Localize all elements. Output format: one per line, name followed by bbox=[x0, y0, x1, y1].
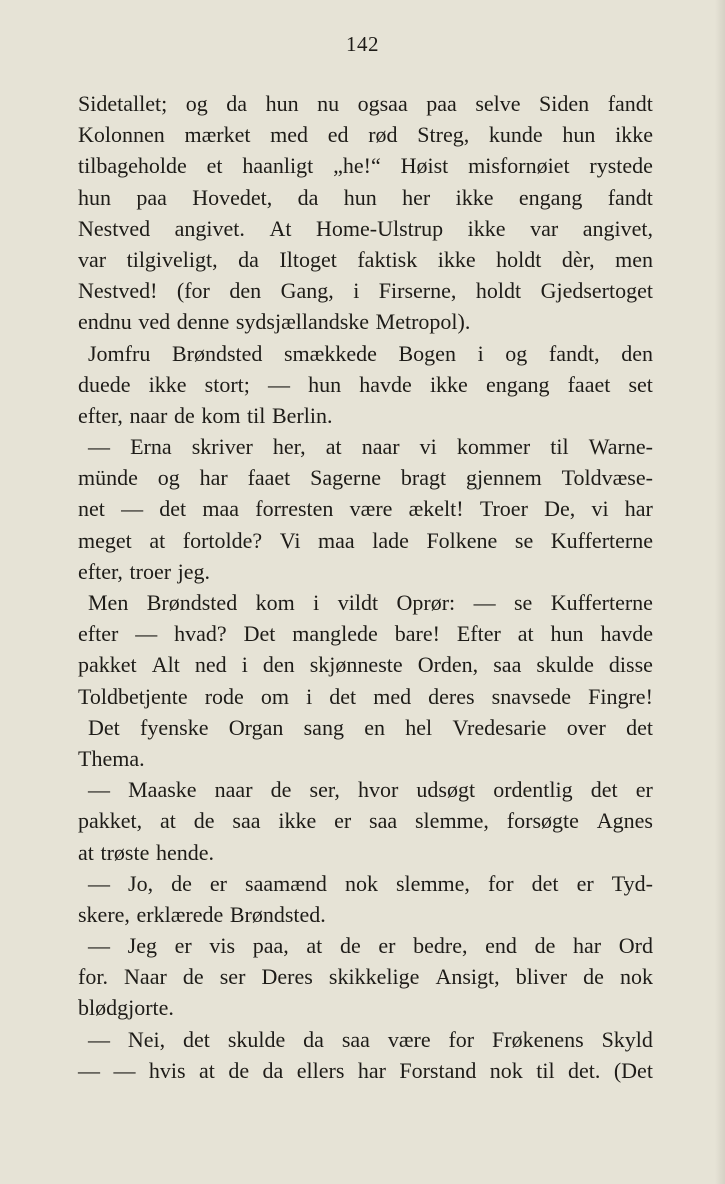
text-line: Nestved angivet. At Home-Ulstrup ikke var angivet, bbox=[78, 215, 653, 241]
text-line: efter, naar de kom til Berlin. bbox=[78, 402, 333, 428]
text-line: duede ikke stort; — hun havde ikke engang faaet set bbox=[78, 371, 653, 397]
text-line: efter — hvad? Det manglede bare! Efter at hun havde bbox=[78, 621, 653, 647]
text-line: Thema. bbox=[78, 745, 145, 771]
text-line: münde og har faaet Sagerne bragt gjennem Toldvæse- bbox=[78, 465, 653, 491]
text-line: for. Naar de ser Deres skikkelige Ansigt, bliver de nok bbox=[78, 964, 653, 990]
text-line: var tilgiveligt, da Iltoget faktisk ikke holdt dèr, men bbox=[78, 246, 653, 272]
text-line: tilbageholde et haanligt „he!“ Høist misfornøiet rystede bbox=[78, 153, 653, 179]
text-line: pakket, at de saa ikke er saa slemme, forsøgte Agnes bbox=[78, 808, 653, 834]
text-line: — — hvis at de da ellers har Forstand nok til det. (Det bbox=[78, 1057, 653, 1083]
text-line: Kolonnen mærket med ed rød Streg, kunde hun ikke bbox=[78, 122, 653, 148]
text-line: hun paa Hovedet, da hun her ikke engang fandt bbox=[78, 184, 653, 210]
text-line: — Nei, det skulde da saa være for Frøkenens Skyld bbox=[88, 1026, 653, 1052]
text-line: — Erna skriver her, at naar vi kommer til Warne- bbox=[88, 434, 653, 460]
text-line: meget at fortolde? Vi maa lade Folkene se Kufferterne bbox=[78, 527, 653, 553]
page-edge-shadow bbox=[715, 0, 725, 1184]
text-line: at trøste hende. bbox=[78, 839, 214, 865]
text-line: Nestved! (for den Gang, i Firserne, holdt Gjedsertoget bbox=[78, 278, 653, 304]
text-line: Men Brøndsted kom i vildt Oprør: — se Kufferterne bbox=[88, 590, 653, 615]
text-line: — Jo, de er saamænd nok slemme, for det er Tyd- bbox=[88, 870, 653, 896]
text-line: pakket Alt ned i den skjønneste Orden, saa skulde disse bbox=[78, 652, 653, 678]
text-line: efter, troer jeg. bbox=[78, 558, 211, 584]
body-text bbox=[78, 88, 653, 1086]
text-line: — Jeg er vis paa, at de er bedre, end de har Ord bbox=[88, 933, 653, 959]
page-number: 142 bbox=[346, 32, 379, 56]
text-line: Jomfru Brøndsted smækkede Bogen i og fandt, den bbox=[88, 340, 653, 366]
text-line: Sidetallet; og da hun nu ogsaa paa selve Siden fandt bbox=[78, 91, 653, 116]
text-line: skere, erklærede Brøndsted. bbox=[78, 901, 326, 927]
text-line: net — det maa forresten være ækelt! Troer De, vi har bbox=[78, 496, 653, 522]
text-line: — Maaske naar de ser, hvor udsøgt ordentlig det er bbox=[88, 777, 653, 803]
text-line: Det fyenske Organ sang en hel Vredesarie over det bbox=[88, 714, 653, 740]
text-line: blødgjorte. bbox=[78, 995, 174, 1021]
text-line: endnu ved denne sydsjællandske Metropol). bbox=[78, 309, 471, 335]
text-line: Toldbetjente rode om i det med deres snavsede Fingre! bbox=[78, 683, 653, 709]
